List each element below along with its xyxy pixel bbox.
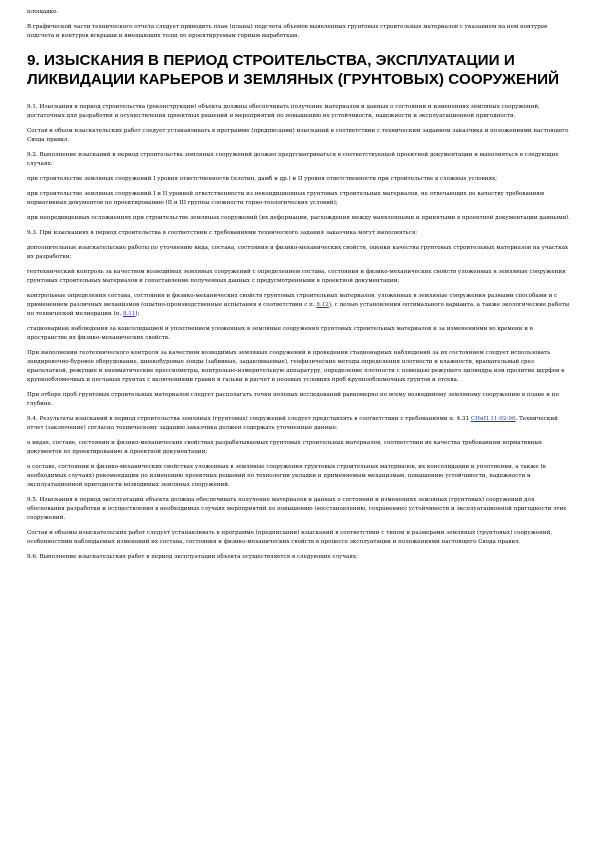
section-title: 9. ИЗЫСКАНИЯ В ПЕРИОД СТРОИТЕЛЬСТВА, ЭКСПЛУАТАЦИИ И ЛИКВИДАЦИИ КАРЬЕРОВ И ЗЕМЛЯНЫХ (ГРУНТОВЫХ) СООРУЖЕНИЙ xyxy=(27,52,560,88)
list-item: при непредвиденных осложнениях при строительстве земляных сооружений (их деформации, расхождения между выявленными и принятыми в проектной документации данными). xyxy=(27,215,571,221)
list-item: при строительстве земляных сооружений I уровня ответственности (плотин, дамб и др.) и II уровня ответственности при строительстве в сложных условиях; xyxy=(27,176,498,182)
text-fragment: ), с целью установления оптимального варианта, а также экологические работы по технической мелиорации (п. xyxy=(27,302,570,317)
list-item: о видах, составе, состоянии и физико-механических свойствах разрабатываемых грунтовых строительных материалов, соответствии их качества требованиям нормативных документов по проектированию и проектной документации; xyxy=(27,440,542,455)
paragraph: Состав и объем изыскательских работ следует устанавливать в программе (предписании) изысканий в соответствии с техническим заданием заказчика и положениями настоящего Свода правил. xyxy=(27,128,569,143)
reference-link-8-12[interactable]: 8.12 xyxy=(316,302,329,308)
paragraph-9-2: 9.2. Выполнение изысканий в период строительства земляных сооружений должно предусматриваться в соответствующей проектной документации и выполняться в следующих случаях: xyxy=(27,152,559,167)
reference-link-snip[interactable]: СНиП 11-02-96 xyxy=(470,416,516,422)
top-fragment: площадке. xyxy=(27,9,59,15)
paragraph: Состав и объемы изыскательских работ следует устанавливать в программе (предписании) изысканий в соответствии с типом и размерами земляных (грунтовых) сооружений, особенностями наблюдаемых изменений их состава, состояния и физико-механических свойств в процессе эксплуатации и положениями настоящего Свода правил. xyxy=(27,530,553,545)
paragraph-9-6: 9.6. Выполнение изыскательских работ в период эксплуатации объекта осуществляется в следующих случаях: xyxy=(27,554,358,560)
paragraph-9-5: 9.5. Изыскания в период эксплуатации объекта должны обеспечивать получение материалов и данных о состоянии и изменениях земляных (грунтовых) сооружений для обоснования разработки и осуществления в необходимых случаях мероприятий по повышению (восстановлению, сохранению) устойчивости и эксплуатационной пригодности этих сооружений. xyxy=(27,497,567,521)
paragraph: При выполнении геотехнического контроля за качеством возводимых земляных сооружений и проведении стационарных наблюдений за их состоянием следует использовать зондировочно-буровое оборудование, шнекобуровые зонды (забивные, задавливаемые), геофизические методы определения плотности и влажности, вращательный срез крыльчаткой, режущие и пневматические прессиометры, контрольно-измерительную аппаратуру, определение плотности с помощью режущего цилиндра или пролитие шурфов в крупнообломочных и песчаных грунтах с включениями гравия и гальки и расчет в полевых условиях проб крупнообломочных грунтов и отсева. xyxy=(27,350,565,383)
paragraph-9-4 xyxy=(27,415,571,433)
list-item: стационарные наблюдения за консолидацией и уплотнением уложенных в земляные сооружения грунтовых строительных материалов и за изменениями во времени и в пространстве их физико-механических свойств. xyxy=(27,326,533,341)
paragraph: При отборе проб грунтовых строительных материалов следует располагать точки полевых исследований равномерно по всему возводимому земляному сооружению в плане и по глубине. xyxy=(27,392,559,407)
text-fragment: . Технический отчет (заключение) согласно техническому заданию заказчика должен содержать уточненные данные: xyxy=(27,416,558,431)
text-fragment: ); xyxy=(135,311,140,317)
list-item xyxy=(27,292,571,319)
paragraph-9-3: 9.3. При изысканиях в период строительства в соответствии с требованиями технического задания заказчика могут выполняться: xyxy=(27,230,418,236)
text-fragment: контрольные определения состава, состояния и физико-механических свойств грунтовых строительных материалов, уложенных в земляные сооружения разными способами и с применением различных механизмов (опытно-производственные испытания в соответствии с п. xyxy=(27,293,558,308)
intro-paragraph: В графической части технического отчета следует приводить план (планы) подсчета объемов выявленных грунтовых строительных материалов с указанием на нем контуров подсчета и контуров вскрыши и вмещающих толщ по проектируемым горным выработкам. xyxy=(27,24,548,39)
text-fragment: 9.4. Результаты изысканий в период строительства земляных (грунтовых) сооружений следует представлять в соответствии с требованиями п. 4.31 xyxy=(27,416,471,422)
reference-link-8-11[interactable]: 8.11 xyxy=(122,311,136,317)
list-item: геотехнический контроль за качеством возводимых земляных сооружений с определением состава, состояния и физико-механических свойств уложенных в земляные сооружения грунтовых строительных материалов и сопоставление полученных данных с предусмотренными в проектной документации; xyxy=(27,269,566,284)
list-item: при строительстве земляных сооружений I и II уровней ответственности из некондиционных грунтовых строительных материалов, не отвечающих по качеству требованиям нормативных документов по проектированию (II и III группы сложности горно-геологических условий); xyxy=(27,191,545,206)
list-item: о составе, состоянии и физико-механических свойствах уложенных в земляные сооружения грунтовых строительных материалов, их консолидации и уплотнении, а также (в необходимых случаях) рекомендации по изменению проектных решений по технологии укладки и применяемым механизмам, повышению устойчивости, надежности и эксплуатационной пригодности возводимых земляных сооружений. xyxy=(27,464,546,488)
list-item: дополнительные изыскательские работы по уточнению вида, состава, состояния и физико-механических свойств, оценки качества грунтовых строительных материалов на участках их разработки; xyxy=(27,245,569,260)
paragraph-9-1: 9.1. Изыскания в период строительства (реконструкции) объекта должны обеспечивать получение материалов и данных о состоянии и изменениях земляных сооружений, достаточных для разработки и осуществления проектных решений и мероприятий по повышению их устойчивости, надежности и эксплуатационной пригодности. xyxy=(27,104,540,119)
